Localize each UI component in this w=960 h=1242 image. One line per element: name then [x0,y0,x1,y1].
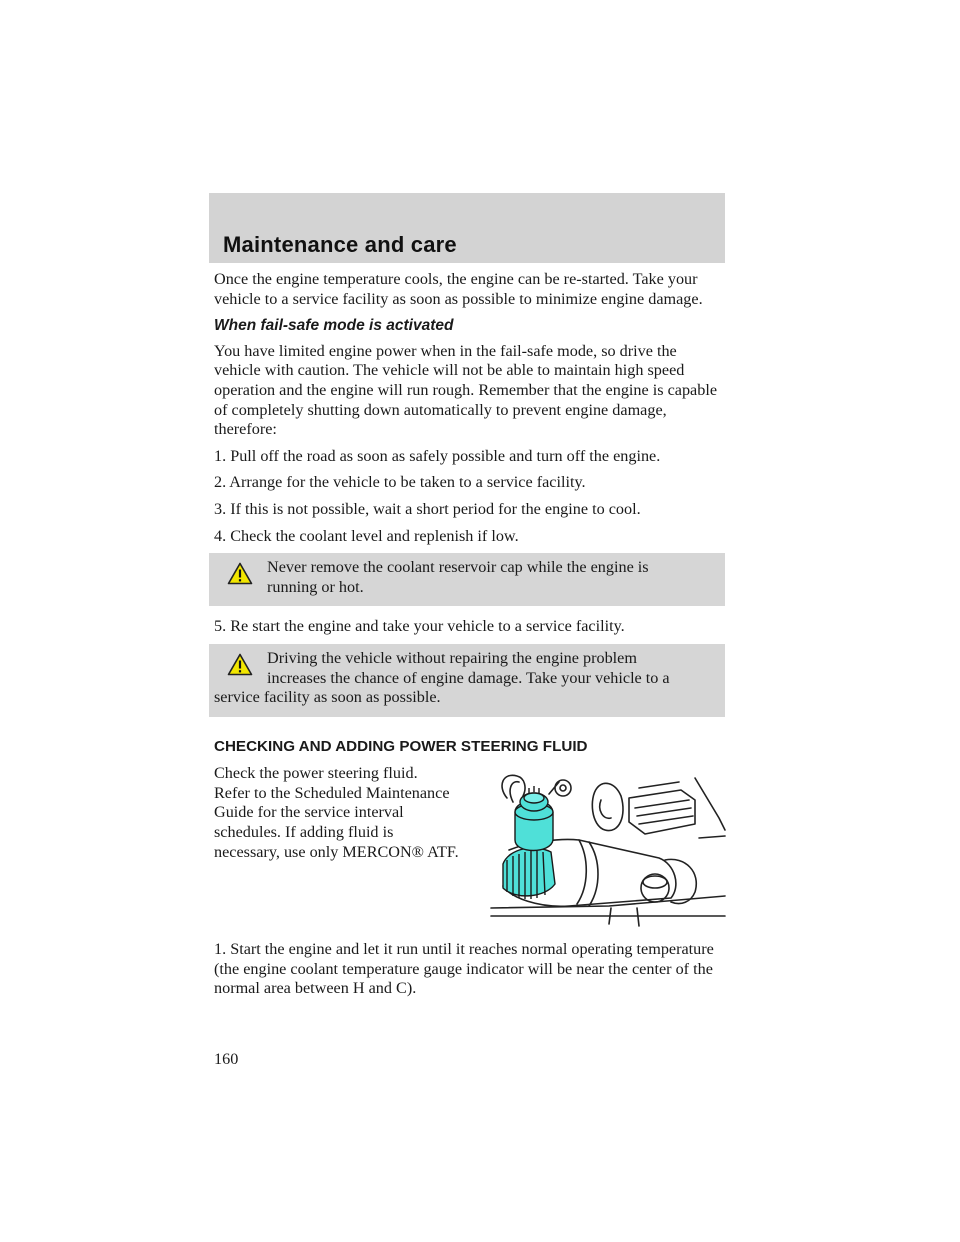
power-steering-reservoir-illustration [489,768,727,928]
failsafe-subheading: When fail-safe mode is activated [214,317,454,335]
check-instructions [214,764,479,862]
warning-text-line: Driving the vehicle without repairing the engine problem [267,648,637,667]
warning-text-line: increases the chance of engine damage. Take your vehicle to a [267,668,670,687]
page-content [214,270,724,1006]
failsafe-paragraph: You have limited engine power when in the fail-safe mode, so drive the vehicle with caution. The vehicle will not be able to maintain high speed operation and the engine will run rough. Remember that the engine is capable of completely shutting down automatically to prevent engine damage, therefore: [214,341,717,439]
warning-text-line: service facility as soon as possible. [214,688,441,707]
step-1: 1. Pull off the road as soon as safely possible and turn off the engine. [214,446,661,465]
step-5: 5. Re start the engine and take your vehicle to a service facility. [214,617,625,636]
check-line: Guide for the service interval [214,803,404,822]
warning-box-coolant-cap [209,553,725,606]
step-4: 4. Check the coolant level and replenish if low. [214,526,519,545]
page-title: Maintenance and care [223,232,457,257]
page-number: 160 [214,1050,239,1068]
step-2: 2. Arrange for the vehicle to be taken to a service facility. [214,473,586,492]
intro-paragraph: Once the engine temperature cools, the engine can be re-started. Take your vehicle to a service facility as soon as possible to minimize engine damage. [214,270,703,308]
power-steering-section-heading: CHECKING AND ADDING POWER STEERING FLUID [214,737,588,755]
check-line: Refer to the Scheduled Maintenance [214,783,450,802]
header-band [209,193,725,263]
step-3: 3. If this is not possible, wait a short period for the engine to cool. [214,499,641,518]
warning-text-line: running or hot. [267,577,364,596]
power-steering-intro [214,764,724,934]
warning-triangle-icon [227,562,253,585]
check-line: Check the power steering fluid. [214,764,418,783]
warning-box-engine-damage [209,644,725,717]
step-start-engine: 1. Start the engine and let it run until it reaches normal operating temperature (the engine coolant temperature gauge indicator will be near the center of the normal area between H and C). [214,940,714,998]
check-line: necessary, use only MERCON® ATF. [214,842,459,861]
warning-triangle-icon [227,653,253,676]
check-line: schedules. If adding fluid is [214,823,394,842]
warning-text-line: Never remove the coolant reservoir cap while the engine is [267,558,649,577]
